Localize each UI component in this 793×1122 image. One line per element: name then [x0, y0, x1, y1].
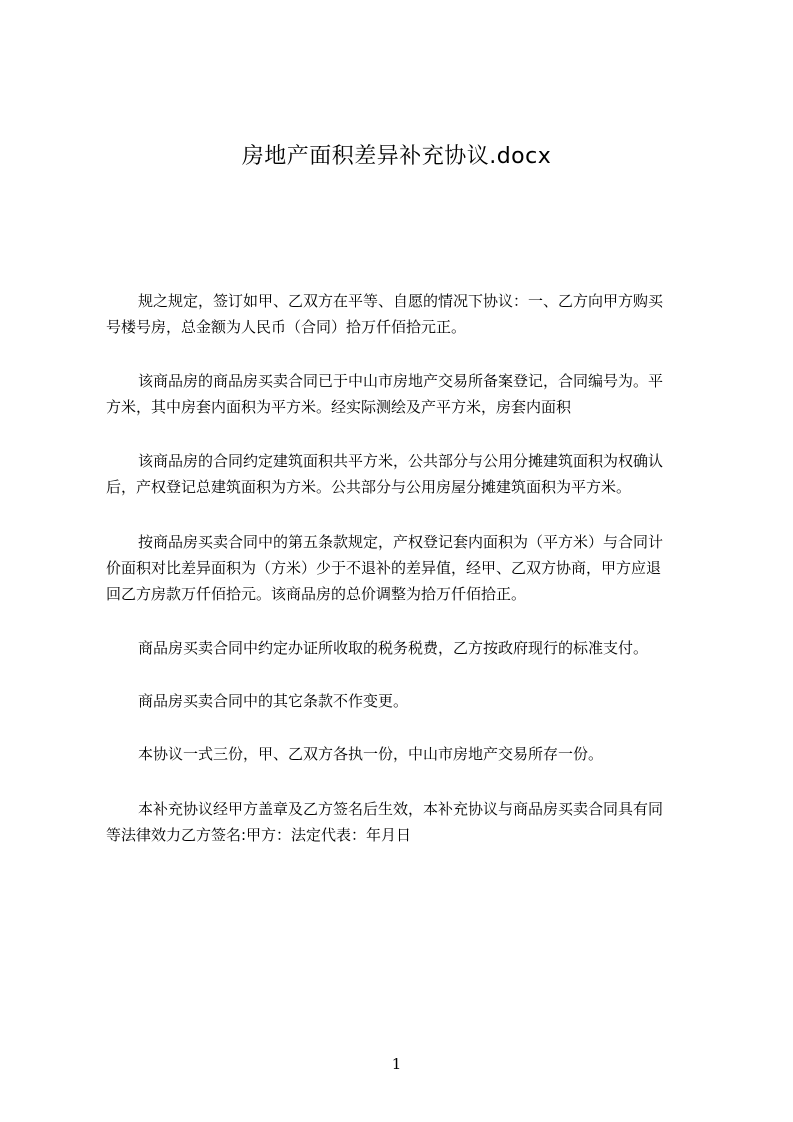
paragraph-area-difference: [106, 529, 700, 607]
paragraph-line: 商品房买卖合同中约定办证所收取的税务税费，乙方按政府现行的标准支付。: [138, 639, 649, 657]
paragraph-line: 本补充协议经甲方盖章及乙方签名后生效，本补充协议与商品房买卖合同具有同: [138, 800, 664, 818]
paragraph-taxes: [106, 635, 700, 661]
paragraph-line: 等法律效力乙方签名:甲方：法定代表：年月日: [106, 826, 412, 844]
paragraph-line: 价面积对比差异面积为（方米）少于不退补的差异值，经甲、乙双方协商，甲方应退: [106, 559, 662, 577]
paragraph-purchase: [106, 288, 700, 340]
paragraph-line: 该商品房的合同约定建筑面积共平方米，公共部分与公用分摊建筑面积为权确认: [138, 452, 664, 470]
paragraph-line: 后，产权登记总建筑面积为方米。公共部分与公用房屋分摊建筑面积为平方米。: [106, 478, 632, 496]
paragraph-line: 该商品房的商品房买卖合同已于中山市房地产交易所备案登记，合同编号为。平: [138, 372, 664, 390]
paragraph-line: 按商品房买卖合同中的第五条款规定，产权登记套内面积为（平方米）与合同计: [138, 533, 664, 551]
paragraph-line: 号楼号房，总金额为人民币（合同）拾万仟佰拾元正。: [106, 318, 467, 336]
paragraph-line: 商品房买卖合同中的其它条款不作变更。: [138, 692, 409, 710]
paragraph-line: 回乙方房款万仟佰拾元。该商品房的总价调整为拾万仟佰拾正。: [106, 585, 527, 603]
document-title: 房地产面积差异补充协议.docx: [241, 144, 552, 169]
paragraph-other-terms: [106, 688, 700, 714]
paragraph-effectiveness: [106, 796, 700, 848]
paragraph-copies: [106, 741, 700, 767]
paragraph-line: 规之规定，签订如甲、乙双方在平等、自愿的情况下协议：一、乙方向甲方购买: [138, 292, 664, 310]
paragraph-line: 方米，其中房套内面积为平方米。经实际测绘及产平方米，房套内面积: [106, 398, 572, 416]
paragraph-line: 本协议一式三份，甲、乙双方各执一份，中山市房地产交易所存一份。: [138, 745, 604, 763]
page-number: 1: [391, 1055, 402, 1073]
paragraph-registration: [106, 368, 700, 420]
paragraph-contract-area: [106, 448, 700, 500]
